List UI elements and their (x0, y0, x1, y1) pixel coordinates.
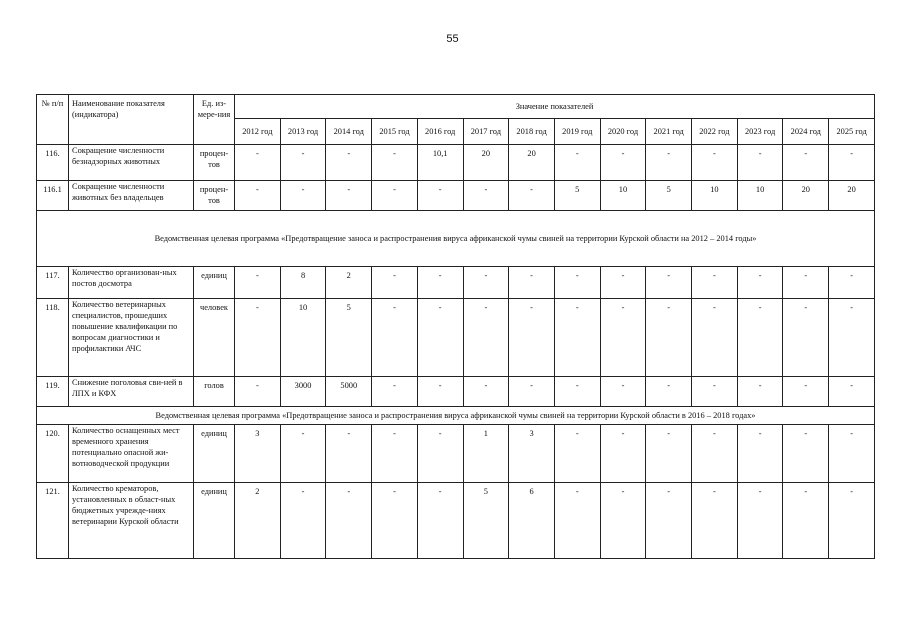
indicator-name: Количество крематоров, установленных в област-ных бюджетных учрежде-ниях ветеринарии Курской области (69, 483, 194, 559)
col-header-year: 2012 год (235, 119, 281, 145)
value-cell: - (783, 377, 829, 407)
value-cell: - (509, 299, 555, 377)
value-cell: - (463, 299, 509, 377)
unit-cell: человек (194, 299, 235, 377)
value-cell: - (372, 267, 418, 299)
col-header-year: 2017 год (463, 119, 509, 145)
unit-cell: единиц (194, 483, 235, 559)
value-cell: 10 (600, 181, 646, 211)
value-cell: 5000 (326, 377, 372, 407)
row-number: 118. (37, 299, 69, 377)
value-cell: 3 (509, 425, 555, 483)
value-cell: - (737, 299, 783, 377)
value-cell: 2 (326, 267, 372, 299)
value-cell: - (829, 267, 875, 299)
value-cell: - (235, 299, 281, 377)
col-header-year: 2020 год (600, 119, 646, 145)
value-cell: 10,1 (417, 145, 463, 181)
section-row (37, 407, 875, 425)
value-cell: - (326, 145, 372, 181)
value-cell: - (554, 267, 600, 299)
value-cell: - (600, 299, 646, 377)
value-cell: 20 (509, 145, 555, 181)
indicators-table (36, 94, 875, 559)
value-cell: - (280, 145, 326, 181)
value-cell: - (783, 299, 829, 377)
value-cell: - (600, 425, 646, 483)
col-header-year: 2015 год (372, 119, 418, 145)
value-cell: - (737, 267, 783, 299)
indicator-name: Количество оснащенных мест временного хранения потенциально опасной жи-вотноводческой продукции (69, 425, 194, 483)
col-header-year: 2022 год (692, 119, 738, 145)
col-header-year: 2013 год (280, 119, 326, 145)
value-cell: 3000 (280, 377, 326, 407)
table-row (37, 483, 875, 559)
col-header-year: 2016 год (417, 119, 463, 145)
value-cell: - (463, 377, 509, 407)
value-cell: 10 (280, 299, 326, 377)
value-cell: - (417, 181, 463, 211)
value-cell: 5 (554, 181, 600, 211)
value-cell: - (326, 181, 372, 211)
value-cell: - (692, 483, 738, 559)
table-row (37, 299, 875, 377)
value-cell: 20 (829, 181, 875, 211)
value-cell: - (509, 181, 555, 211)
col-header-year: 2019 год (554, 119, 600, 145)
indicator-name: Снижение поголовья сви-ней в ЛПХ и КФХ (69, 377, 194, 407)
value-cell: - (646, 425, 692, 483)
col-header-num: № п/п (37, 95, 69, 145)
value-cell: - (829, 299, 875, 377)
col-header-year: 2021 год (646, 119, 692, 145)
value-cell: - (692, 377, 738, 407)
value-cell: 2 (235, 483, 281, 559)
value-cell: - (326, 425, 372, 483)
value-cell: - (692, 299, 738, 377)
unit-cell: голов (194, 377, 235, 407)
value-cell: - (417, 377, 463, 407)
row-number: 116.1 (37, 181, 69, 211)
value-cell: - (692, 267, 738, 299)
col-header-values: Значение показателей (235, 95, 875, 119)
indicator-name: Количество ветеринарных специалистов, прошедших повышение квалификации по вопросам диагностики и профилактики АЧС (69, 299, 194, 377)
value-cell: - (509, 377, 555, 407)
table-row (37, 425, 875, 483)
value-cell: - (554, 425, 600, 483)
value-cell: - (235, 181, 281, 211)
value-cell: - (783, 425, 829, 483)
value-cell: - (829, 377, 875, 407)
value-cell: - (280, 483, 326, 559)
value-cell: - (463, 181, 509, 211)
value-cell: - (692, 145, 738, 181)
col-header-year: 2023 год (737, 119, 783, 145)
value-cell: 8 (280, 267, 326, 299)
value-cell: - (417, 267, 463, 299)
value-cell: 3 (235, 425, 281, 483)
table-row (37, 267, 875, 299)
value-cell: - (417, 425, 463, 483)
value-cell: - (646, 267, 692, 299)
col-header-year: 2018 год (509, 119, 555, 145)
page-number: 55 (446, 33, 459, 45)
table-row (37, 145, 875, 181)
value-cell: - (783, 145, 829, 181)
value-cell: - (829, 425, 875, 483)
col-header-year: 2025 год (829, 119, 875, 145)
value-cell: - (600, 483, 646, 559)
value-cell: - (372, 181, 418, 211)
unit-cell: процен-тов (194, 145, 235, 181)
value-cell: - (235, 145, 281, 181)
col-header-year: 2024 год (783, 119, 829, 145)
row-number: 117. (37, 267, 69, 299)
value-cell: 20 (783, 181, 829, 211)
value-cell: - (646, 299, 692, 377)
value-cell: - (600, 377, 646, 407)
value-cell: - (235, 267, 281, 299)
value-cell: - (692, 425, 738, 483)
value-cell: - (509, 267, 555, 299)
col-header-name: Наименование показателя (индикатора) (69, 95, 194, 145)
value-cell: - (463, 267, 509, 299)
value-cell: - (372, 425, 418, 483)
value-cell: - (554, 483, 600, 559)
value-cell: - (372, 145, 418, 181)
value-cell: - (372, 299, 418, 377)
value-cell: - (600, 267, 646, 299)
section-title: Ведомственная целевая программа «Предотвращение заноса и распространения вируса африканской чумы свиней на территории Курской области в 2016 – 2018 годах» (37, 407, 875, 425)
value-cell: - (646, 377, 692, 407)
value-cell: - (783, 483, 829, 559)
row-number: 119. (37, 377, 69, 407)
value-cell: 10 (692, 181, 738, 211)
value-cell: - (783, 267, 829, 299)
value-cell: - (372, 377, 418, 407)
value-cell: - (417, 299, 463, 377)
value-cell: 1 (463, 425, 509, 483)
value-cell: - (235, 377, 281, 407)
value-cell: 6 (509, 483, 555, 559)
value-cell: 20 (463, 145, 509, 181)
value-cell: - (737, 377, 783, 407)
value-cell: - (646, 483, 692, 559)
value-cell: - (600, 145, 646, 181)
indicator-name: Количество организован-ных постов досмотра (69, 267, 194, 299)
header-row-1 (37, 95, 875, 119)
value-cell: - (554, 299, 600, 377)
value-cell: 10 (737, 181, 783, 211)
section-row (37, 211, 875, 267)
unit-cell: единиц (194, 267, 235, 299)
table-row (37, 377, 875, 407)
value-cell: - (417, 483, 463, 559)
value-cell: 5 (463, 483, 509, 559)
row-number: 121. (37, 483, 69, 559)
value-cell: - (554, 377, 600, 407)
value-cell: 5 (326, 299, 372, 377)
col-header-unit: Ед. из-мере-ния (194, 95, 235, 145)
unit-cell: единиц (194, 425, 235, 483)
indicator-name: Сокращение численности животных без владельцев (69, 181, 194, 211)
value-cell: - (554, 145, 600, 181)
value-cell: 5 (646, 181, 692, 211)
value-cell: - (372, 483, 418, 559)
unit-cell: процен-тов (194, 181, 235, 211)
value-cell: - (829, 483, 875, 559)
value-cell: - (646, 145, 692, 181)
table-body (37, 145, 875, 559)
col-header-year: 2014 год (326, 119, 372, 145)
value-cell: - (280, 425, 326, 483)
section-title: Ведомственная целевая программа «Предотвращение заноса и распространения вируса африканской чумы свиней на территории Курской области на 2012 – 2014 годы» (37, 211, 875, 267)
value-cell: - (737, 483, 783, 559)
row-number: 120. (37, 425, 69, 483)
table-row (37, 181, 875, 211)
value-cell: - (737, 145, 783, 181)
value-cell: - (280, 181, 326, 211)
value-cell: - (326, 483, 372, 559)
value-cell: - (829, 145, 875, 181)
row-number: 116. (37, 145, 69, 181)
value-cell: - (737, 425, 783, 483)
indicator-name: Сокращение численности безнадзорных животных (69, 145, 194, 181)
